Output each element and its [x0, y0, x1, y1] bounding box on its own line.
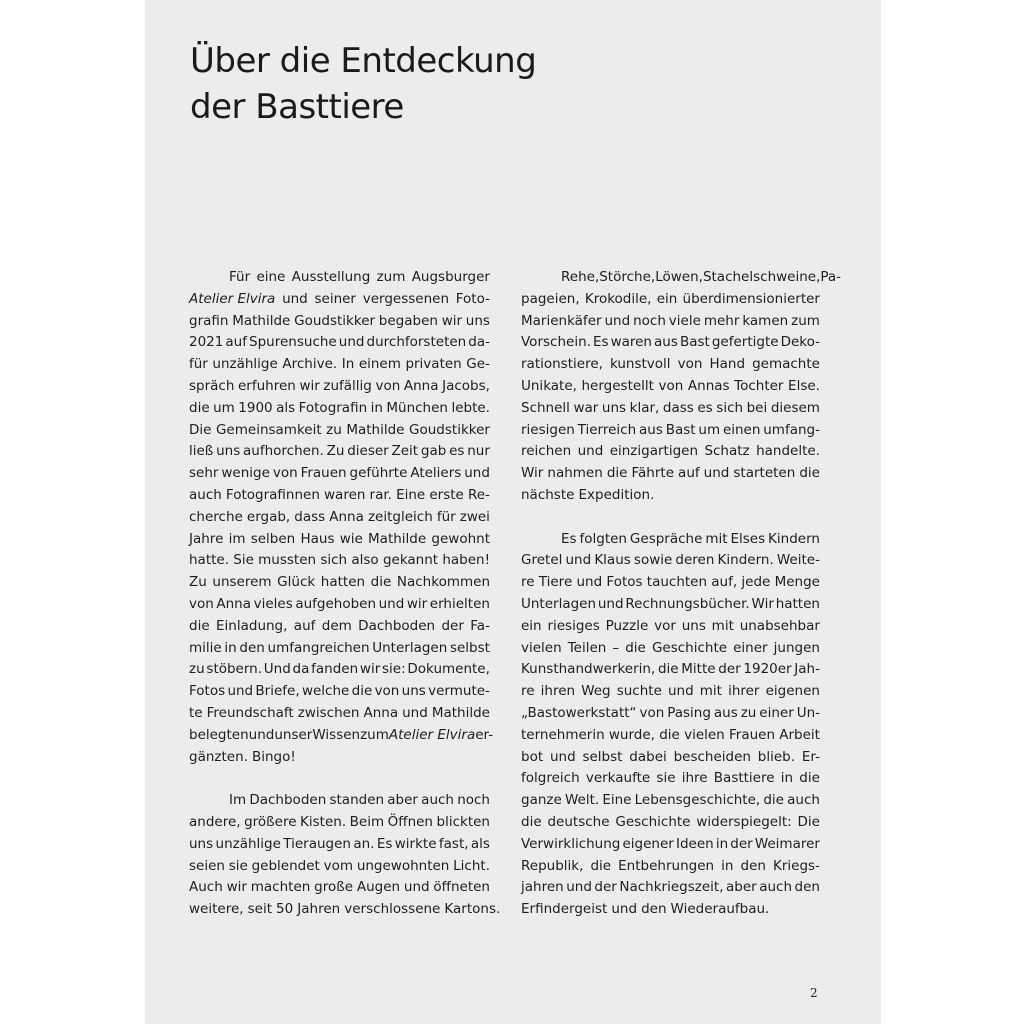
title-line-2: der Basttiere: [190, 87, 404, 127]
text-line: pageien, Krokodile, ein überdimensionierter: [521, 290, 820, 307]
text-line: andere, größere Kisten. Beim Öffnen blickten: [189, 813, 490, 830]
text-line: cherche ergab, dass Anna zeitgleich für zwei: [189, 508, 490, 525]
text-line: Vorschein. Es waren aus Bast gefertigte Deko-: [521, 334, 820, 351]
text-line: Die Gemeinsamkeit zu Mathilde Goudstikker: [189, 421, 490, 438]
text-line: reichen und einzigartigen Schatz handelte.: [521, 443, 820, 460]
text-line: auch Fotografinnen waren rar. Eine erste Re-: [189, 486, 490, 503]
text-line: Fotos und Briefe, welche die von uns vermute-: [189, 683, 490, 700]
text-line: Atelier Elvira und seiner vergessenen Foto-: [189, 290, 490, 307]
text-line: für unzählige Archive. In einem privaten Ge-: [189, 356, 490, 373]
text-line: te Freundschaft zwischen Anna und Mathilde: [189, 704, 490, 721]
text-line: Gretel und Klaus sowie deren Kindern. Weite-: [521, 552, 820, 569]
text-line: ganze Welt. Eine Lebensgeschichte, die auch: [521, 792, 820, 809]
text-line: seien sie geblendet vom ungewohnten Licht.: [189, 857, 490, 874]
text-line: Für eine Ausstellung zum Augsburger: [229, 269, 490, 285]
text-line: Auch wir machten große Augen und öffneten: [189, 879, 490, 896]
text-line: die um 1900 als Fotografin in München lebte.: [189, 399, 490, 416]
text-line: weitere, seit 50 Jahren verschlossene Kartons.: [189, 901, 501, 918]
text-line: spräch erfuhren wir zufällig von Anna Jacobs,: [189, 377, 490, 394]
page-title: [190, 38, 536, 130]
text-line: uns unzählige Tieraugen an. Es wirkte fast, als: [189, 835, 490, 852]
text-line: ließ uns aufhorchen. Zu dieser Zeit gab es nur: [189, 443, 490, 460]
text-line: sehr wenige von Frauen geführte Ateliers und: [189, 465, 490, 482]
text-line: bot und selbst dabei bescheiden blieb. Er-: [521, 748, 820, 765]
text-line: die deutsche Geschichte widerspiegelt: Die: [521, 813, 820, 830]
text-line: ein riesiges Puzzle vor uns mit unabsehbar: [521, 617, 820, 634]
paragraph-gap: [521, 507, 820, 529]
text-line: nächste Expedition.: [521, 486, 655, 503]
text-line: rationstiere, kunstvoll von Hand gemachte: [521, 356, 820, 373]
left-text-column: [189, 267, 501, 921]
text-line: Verwirklichung eigener Ideen in der Weimarer: [521, 835, 820, 852]
text-line: gänzten. Bingo!: [189, 748, 296, 765]
text-line: Es folgten Gespräche mit Elses Kindern: [561, 530, 820, 547]
text-line: Kunsthandwerkerin, die Mitte der 1920er Jah-: [521, 661, 820, 678]
text-line: milie in den umfangreichen Unterlagen selbst: [189, 639, 490, 656]
text-line: Marienkäfer und noch viele mehr kamen zum: [521, 312, 820, 329]
text-line: Erfindergeist und den Wiederaufbau.: [521, 901, 770, 918]
text-line: vielen Teilen – die Geschichte einer jungen: [521, 639, 820, 656]
text-line: Im Dachboden standen aber auch noch: [229, 792, 490, 809]
text-line: „Bastowerkstatt“ von Pasing aus zu einer Un-: [521, 704, 820, 721]
text-line: Zu unserem Glück hatten die Nachkommen: [189, 574, 490, 591]
text-line: die Einladung, auf dem Dachboden der Fa-: [189, 617, 490, 634]
text-line: jahren und der Nachkriegszeit, aber auch den: [521, 879, 820, 896]
text-line: re Tiere und Fotos tauchten auf, jede Menge: [521, 574, 820, 591]
text-line: Rehe, Störche, Löwen, Stachelschweine, Pa-: [561, 269, 842, 285]
text-line: Republik, die Entbehrungen in den Kriegs-: [521, 857, 820, 874]
page-number: 2: [810, 986, 818, 1000]
text-line: zu stöbern. Und da fanden wir sie: Dokumente,: [189, 661, 490, 678]
title-line-1: Über die Entdeckung: [190, 41, 537, 81]
text-line: hatte. Sie mussten sich also gekannt haben!: [189, 552, 490, 569]
text-line: folgreich verkaufte sie ihre Basttiere in die: [521, 770, 820, 787]
right-text-column: [521, 267, 842, 921]
text-line: Jahre im selben Haus wie Mathilde gewohnt: [189, 530, 490, 547]
paragraph-gap: [189, 768, 490, 790]
book-page: [145, 0, 881, 1024]
text-line: Wir nahmen die Fährte auf und starteten die: [521, 465, 820, 482]
text-line: Unterlagen und Rechnungsbücher. Wir hatten: [521, 595, 820, 612]
text-line: belegten und unser Wissen zum Atelier Elvira er-: [189, 726, 494, 743]
text-line: Schnell war uns klar, dass es sich bei diesem: [521, 399, 820, 416]
text-line: von Anna vieles aufgehoben und wir erhielten: [189, 595, 490, 612]
text-line: ternehmerin wurde, die vielen Frauen Arbeit: [521, 726, 820, 743]
text-line: 2021 auf Spurensuche und durchforsteten da-: [189, 334, 490, 351]
text-line: Unikate, hergestellt von Annas Tochter Else.: [521, 377, 820, 394]
text-line: riesigen Tierreich aus Bast um einen umfang-: [521, 421, 820, 438]
text-line: re ihren Weg suchte und mit ihrer eigenen: [521, 683, 820, 700]
text-line: grafin Mathilde Goudstikker begaben wir uns: [189, 312, 490, 329]
